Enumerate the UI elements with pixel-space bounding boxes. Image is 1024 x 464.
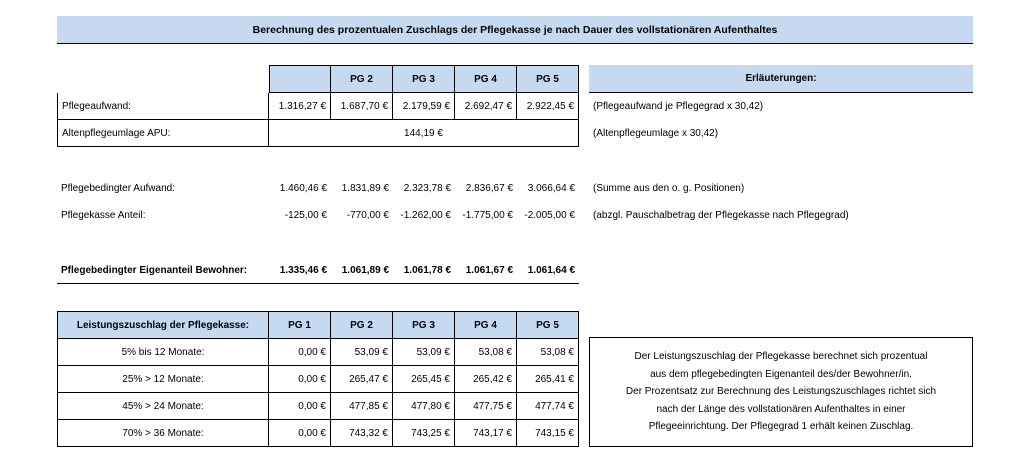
explanation-pflegeaufwand: (Pflegeaufwand je Pflegegrad x 30,42) bbox=[593, 101, 764, 112]
note-box bbox=[589, 337, 973, 447]
anteil-pg2: -770,00 € bbox=[346, 210, 389, 221]
zuschlag-cell: 53,09 € bbox=[331, 339, 393, 366]
zuschlag-header-pg2: PG 2 bbox=[331, 311, 393, 339]
note-text bbox=[626, 348, 936, 436]
eigenanteil-pg1: 1.335,46 € bbox=[269, 257, 331, 284]
zuschlag-cell: 0,00 € bbox=[269, 366, 331, 393]
zuschlag-header-pg1: PG 1 bbox=[269, 311, 331, 339]
zuschlag-cell: 265,41 € bbox=[517, 366, 579, 393]
zuschlag-cell: 477,75 € bbox=[455, 393, 517, 420]
zuschlag-header-pg5: PG 5 bbox=[517, 311, 579, 339]
pflegeaufwand-pg5: 2.922,45 € bbox=[517, 93, 579, 120]
zuschlag-cell: 743,32 € bbox=[331, 420, 393, 447]
cost-header-pg5: PG 5 bbox=[517, 65, 579, 93]
zuschlag-row-label: 5% bis 12 Monate: bbox=[57, 339, 269, 366]
zuschlag-cell: 477,80 € bbox=[393, 393, 455, 420]
eigenanteil-pg4: 1.061,67 € bbox=[455, 257, 517, 284]
anteil-pg5: -2.005,00 € bbox=[524, 210, 575, 221]
aufwand-pg1: 1.460,46 € bbox=[279, 183, 327, 194]
note-line: Der Leistungszuschlag der Pflegekasse berechnet sich prozentual bbox=[634, 351, 928, 363]
zuschlag-row-label: 45% > 24 Monate: bbox=[57, 393, 269, 420]
anteil-pg1: -125,00 € bbox=[284, 210, 327, 221]
page-title: Berechnung des prozentualen Zuschlags der Pflegekasse je nach Dauer des vollstationären Aufenthaltes bbox=[57, 16, 973, 44]
zuschlag-row-label: 70% > 36 Monate: bbox=[57, 420, 269, 447]
aufwand-label: Pflegebedingter Aufwand: bbox=[61, 183, 175, 194]
anteil-pg3: -1.262,00 € bbox=[400, 210, 451, 221]
zuschlag-cell: 0,00 € bbox=[269, 393, 331, 420]
zuschlag-row-label: 25% > 12 Monate: bbox=[57, 366, 269, 393]
explanation-aufwand: (Summe aus den o. g. Positionen) bbox=[593, 183, 745, 194]
explanation-anteil: (abzgl. Pauschalbetrag der Pflegekasse nach Pflegegrad) bbox=[593, 210, 849, 221]
zuschlag-cell: 743,15 € bbox=[517, 420, 579, 447]
zuschlag-header-pg3: PG 3 bbox=[393, 311, 455, 339]
eigenanteil-label: Pflegebedingter Eigenanteil Bewohner: bbox=[57, 257, 269, 284]
zuschlag-cell: 0,00 € bbox=[269, 420, 331, 447]
cost-header-pg2: PG 2 bbox=[331, 65, 393, 93]
aufwand-pg5: 3.066,64 € bbox=[527, 183, 575, 194]
pflegeaufwand-pg1: 1.316,27 € bbox=[269, 93, 331, 120]
zuschlag-cell: 265,42 € bbox=[455, 366, 517, 393]
note-line: nach der Länge des vollstationären Aufenthaltes in einer bbox=[656, 403, 906, 415]
zuschlag-cell: 265,45 € bbox=[393, 366, 455, 393]
zuschlag-cell: 477,74 € bbox=[517, 393, 579, 420]
apu-label: Altenpflegeumlage APU: bbox=[57, 120, 269, 147]
zuschlag-cell: 0,00 € bbox=[269, 339, 331, 366]
pflegeaufwand-label: Pflegeaufwand: bbox=[57, 93, 269, 120]
zuschlag-cell: 53,08 € bbox=[517, 339, 579, 366]
eigenanteil-pg2: 1.061,89 € bbox=[331, 257, 393, 284]
eigenanteil-pg3: 1.061,78 € bbox=[393, 257, 455, 284]
pflegeaufwand-pg4: 2.692,47 € bbox=[455, 93, 517, 120]
anteil-label: Pflegekasse Anteil: bbox=[61, 210, 146, 221]
zuschlag-cell: 53,08 € bbox=[455, 339, 517, 366]
explanations-header: Erläuterungen: bbox=[589, 65, 973, 93]
zuschlag-cell: 743,25 € bbox=[393, 420, 455, 447]
pflegeaufwand-pg3: 2.179,59 € bbox=[393, 93, 455, 120]
note-line: aus dem pflegebedingten Eigenanteil des/der Bewohner/in. bbox=[650, 368, 912, 380]
zuschlag-cell: 53,09 € bbox=[393, 339, 455, 366]
apu-value: 144,19 € bbox=[269, 120, 579, 147]
note-line: Der Prozentsatz zur Berechnung des Leistungszuschlages richtet sich bbox=[625, 386, 937, 398]
cost-header-blank bbox=[269, 65, 331, 93]
eigenanteil-pg5: 1.061,64 € bbox=[517, 257, 579, 284]
zuschlag-header-label: Leistungszuschlag der Pflegekasse: bbox=[57, 311, 269, 339]
pflegeaufwand-pg2: 1.687,70 € bbox=[331, 93, 393, 120]
aufwand-pg2: 1.831,89 € bbox=[341, 183, 389, 194]
zuschlag-cell: 265,47 € bbox=[331, 366, 393, 393]
note-line: Pflegeeinrichtung. Der Pflegegrad 1 erhält keinen Zuschlag. bbox=[648, 421, 914, 433]
explanation-apu: (Altenpflegeumlage x 30,42) bbox=[593, 128, 719, 139]
cost-header-pg3: PG 3 bbox=[393, 65, 455, 93]
aufwand-pg3: 2.323,78 € bbox=[403, 183, 451, 194]
cost-header-pg4: PG 4 bbox=[455, 65, 517, 93]
zuschlag-header-pg4: PG 4 bbox=[455, 311, 517, 339]
anteil-pg4: -1.775,00 € bbox=[462, 210, 513, 221]
aufwand-pg4: 2.836,67 € bbox=[465, 183, 513, 194]
zuschlag-cell: 743,17 € bbox=[455, 420, 517, 447]
zuschlag-cell: 477,85 € bbox=[331, 393, 393, 420]
